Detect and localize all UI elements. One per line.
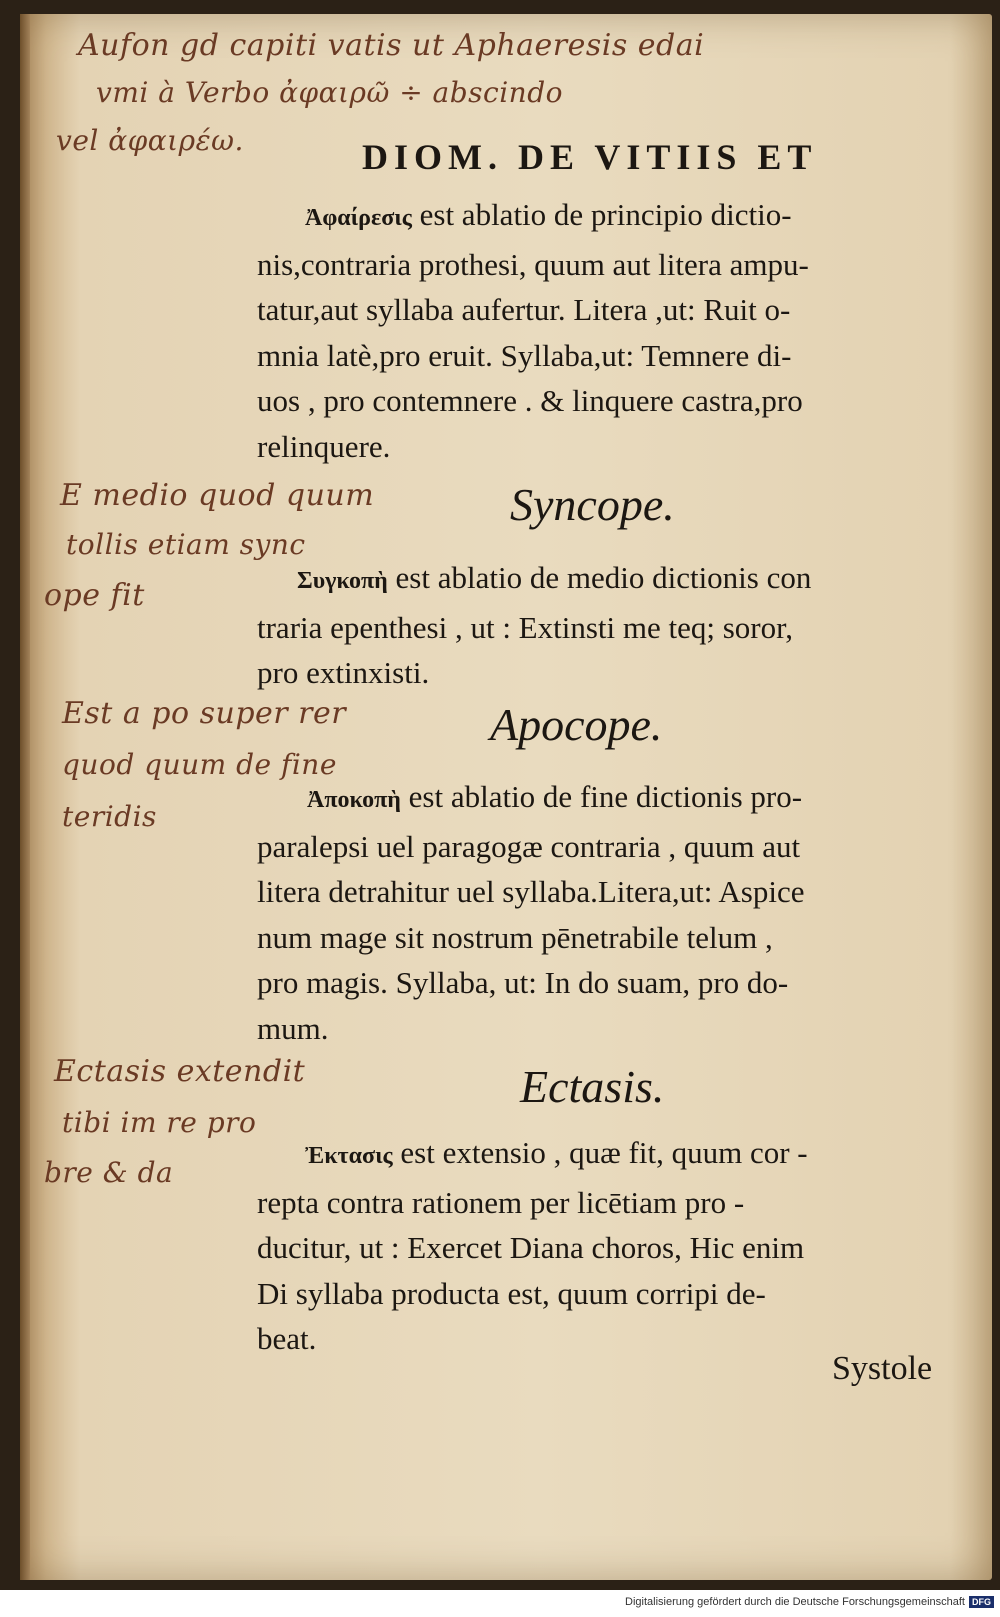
marginalia-ectasis-2: tibi im re pro [62,1106,257,1139]
ectasis-line-2: repta contra rationem per licētiam pro - [257,1184,745,1220]
digitization-footer [625,1596,994,1608]
syncope-line-1: Συγκοπὴ est ablatio de medio dictionis con [297,560,812,595]
marginalia-top-line2: vmi à Verbo ἀφαιρῶ ÷ abscindo [96,76,563,109]
aphaeresis-line-6: relinquere. [257,428,391,464]
apocope-line-2: paralepsi uel paragogæ contraria , quum aut [257,828,801,864]
apocope-heading: Apocope. [490,699,663,750]
running-header: DIOM. DE VITIIS ET [362,137,818,177]
page-gutter [20,14,30,1580]
apocope-greek-term: Ἀποκοπὴ [307,787,401,813]
apocope-line-3: litera detrahitur uel syllaba.Litera,ut: Aspice [257,874,805,909]
aphaeresis-line-1: Ἀφαίρεσις est ablatio de principio dictio- [305,197,792,232]
aphaeresis-greek-term: Ἀφαίρεσις [305,205,412,231]
aphaeresis-line-3: tatur,aut syllaba aufertur. Litera ,ut: Ruit o- [257,292,791,327]
marginalia-syncope-2: tollis etiam sync [66,528,306,561]
marginalia-ectasis-3: bre & da [44,1156,174,1189]
ectasis-line-5: beat. [257,1321,317,1356]
syncope-line-3: pro extinxisti. [257,655,430,690]
marginalia-top-line1: Aufon gd capiti vatis ut Aphaeresis edai [78,28,705,63]
ectasis-greek-term: Ἐκτασις [305,1143,393,1169]
ectasis-line-1: Ἐκτασις est extensio , quæ fit, quum cor - [305,1135,808,1170]
ectasis-heading: Ectasis. [520,1061,665,1112]
ectasis-line-3: ducitur, ut : Exercet Diana choros, Hic enim [257,1230,805,1265]
apocope-line-4: num mage sit nostrum pēnetrabile telum , [257,919,773,955]
aphaeresis-line-4: mnia latè,pro eruit. Syllaba,ut: Temnere di- [257,337,792,373]
dfg-logo: DFG [969,1596,994,1608]
footer-credit: Digitalisierung gefördert durch die Deutsche Forschungsgemeinschaft [625,1596,965,1608]
syncope-line-2: traria epenthesi , ut : Extinsti me teq; soror, [257,609,793,645]
apocope-line-5: pro magis. Syllaba, ut: In do suam, pro do- [257,965,789,1000]
marginalia-apocope-3: teridis [62,800,157,833]
apocope-paragraph [257,774,957,1051]
aphaeresis-line-2: nis,contraria prothesi, quum aut litera ampu- [257,246,809,282]
ectasis-paragraph [257,1130,957,1362]
aphaeresis-paragraph [257,192,957,469]
marginalia-top-line3: vel ἀφαιρέω. [56,124,244,157]
marginalia-syncope-3: ope fit [44,578,145,613]
syncope-greek-term: Συγκοπὴ [297,568,388,594]
syncope-paragraph [257,555,957,696]
marginalia-apocope-1: Est a po super rer [62,696,347,731]
apocope-line-6: mum. [257,1010,329,1046]
marginalia-apocope-2: quod quum de fine [62,748,337,781]
aphaeresis-line-5: uos , pro contemnere . & linquere castra,pro [257,383,803,418]
marginalia-syncope-1: E medio quod quum [60,478,375,513]
ectasis-line-4: Di syllaba producta est, quum corripi de- [257,1275,766,1311]
apocope-line-1: Ἀποκοπὴ est ablatio de fine dictionis pro- [307,779,803,814]
marginalia-ectasis-1: Ectasis extendit [54,1054,306,1089]
catchword: Systole [832,1350,933,1387]
syncope-heading: Syncope. [510,479,675,530]
